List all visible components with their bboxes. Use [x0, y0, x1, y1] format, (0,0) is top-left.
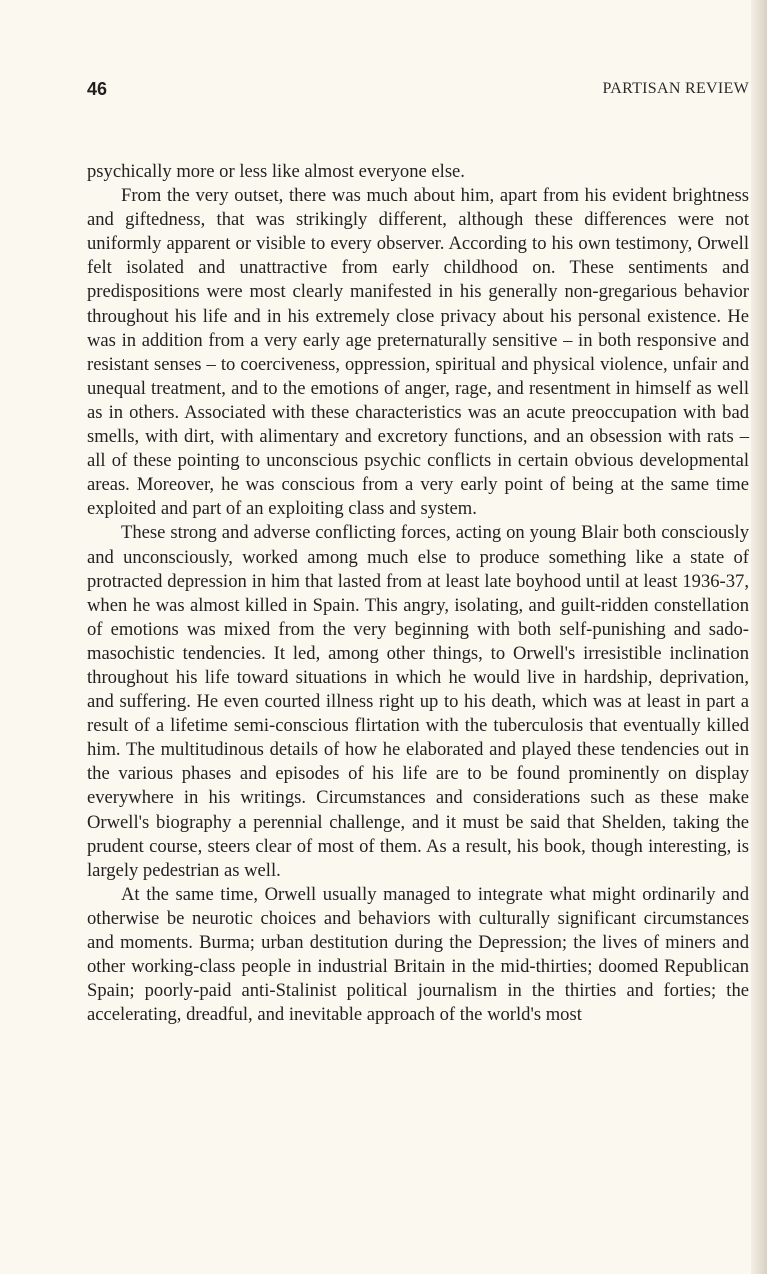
paragraph: From the very outset, there was much about him, apart from his evident brightness and giftedness, that was strikingly different, although these differences were not uniformly apparent or visible to every observer. According to his own testimony, Orwell felt isolated and unattractive from early childhood on. These sentiments and predispositions were most clearly manifested in his generally non-gregarious behavior throughout his life and in his extremely close privacy about his personal existence. He was in addition from a very early age preternaturally sensitive – in both responsive and resistant senses – to coerciveness, oppression, spiritual and physical violence, unfair and unequal treatment, and to the emotions of anger, rage, and resentment in himself as well as in others. Associated with these characteristics was an acute preoccupation with bad smells, with dirt, with alimentary and excretory functions, and an obsession with rats – all of these pointing to unconscious psychic conflicts in certain obvious developmental areas. Moreover, he was conscious from a very early point of being at the same time exploited and part of an exploiting class and system.: [87, 185, 749, 520]
page-number: 46: [87, 79, 108, 99]
paragraph: At the same time, Orwell usually managed to integrate what might ordinarily and otherwise be neurotic choices and behaviors with culturally significant circumstances and moments. Burma; urban destitution during the Depression; the lives of miners and other working-class people in industrial Britain in the mid-thirties; doomed Republican Spain; poorly-paid anti-Stalinist political journalism in the thirties and forties; the accelerating, dreadful, and inevitable approach of the world's most: [87, 883, 749, 1026]
journal-title: PARTISAN REVIEW: [602, 80, 749, 97]
paragraph-continued: psychically more or less like almost everyone else.: [87, 161, 465, 182]
running-head: [87, 79, 749, 103]
paragraph: These strong and adverse conflicting forces, acting on young Blair both consciously and unconsciously, worked among much else to produce something like a state of protracted depression in him that lasted from at least late boyhood until at least 1936-37, when he was almost killed in Spain. This angry, isolating, and guilt-ridden constellation of emotions was mixed from the very beginning with both self-punishing and sado-masochistic tendencies. It led, among other things, to Orwell's irresistible inclination throughout his life toward situations in which he would live in hardship, deprivation, and suffering. He even courted illness right up to his death, which was at least in part a result of a lifetime semi-conscious flirtation with the tuberculosis that eventually killed him. The multitudinous details of how he elaborated and played these tendencies out in the various phases and episodes of his life are to be found prominently on display everywhere in his writings. Circumstances and considerations such as these make Orwell's biography a perennial challenge, and it must be said that Shelden, taking the prudent course, steers clear of most of them. As a result, his book, though interesting, is largely pedestrian as well.: [87, 522, 749, 881]
body-text: [87, 160, 749, 1027]
